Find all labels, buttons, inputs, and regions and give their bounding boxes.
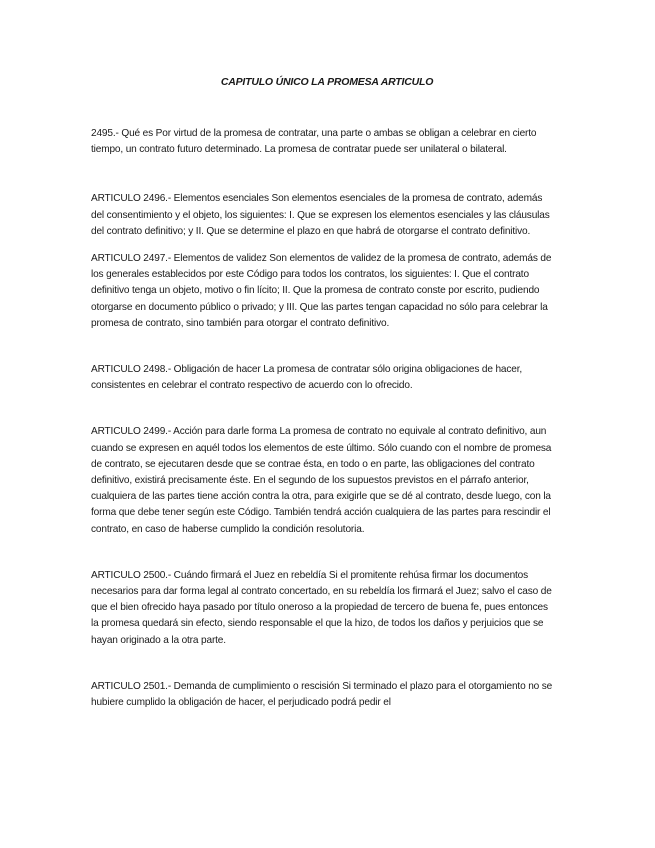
paragraph-article-2496: ARTICULO 2496.- Elementos esenciales Son elementos esenciales de la promesa de contrato, además del consentimiento y el objeto, los siguientes: I. Que se expresen los elementos esenciales y las cláusulas del contrato definitivo; y II. Que se determine el plazo en que habrá de otorgarse el contrato definitivo. bbox=[91, 193, 550, 237]
paragraph-article-2498: ARTICULO 2498.- Obligación de hacer La promesa de contratar sólo origina obligaciones de hacer, consistentes en celebrar el contrato respectivo de acuerdo con lo ofrecido. bbox=[91, 364, 523, 392]
paragraph-article-2499: ARTICULO 2499.- Acción para darle forma La promesa de contrato no equivale al contrato definitivo, aun cuando se expresen en aquél todos los elementos de este último. Sólo cuando con el nombre de promesa de contrato, se ejecutaren desde que se contrae ésta, en todo o en parte, las obligaciones del contrato definitivo, existirá precisamente éste. En el segundo de los supuestos previstos en el párrafo anterior, cualquiera de las partes tiene acción contra la otra, para exigirle que se dé al contrato, desde luego, con la forma que debe tener según este Código. También tendrá acción cualquiera de las partes para rescindir el contrato, en caso de haberse cumplido la condición resolutoria. bbox=[91, 426, 552, 535]
paragraph-article-2497: ARTICULO 2497.- Elementos de validez Son elementos de validez de la promesa de contrato, además de los generales establecidos por este Código para todos los contratos, los siguientes: I. Que el contrato definitivo tenga un objeto, motivo o fin lícito; II. Que la promesa de contrato conste por escrito, pudiendo otorgarse en documento público o privado; y III. Que las partes tengan capacidad no sólo para celebrar la promesa de contrato, sino también para otorgar el contrato definitivo. bbox=[91, 253, 552, 329]
document-title: CAPITULO ÚNICO LA PROMESA ARTICULO bbox=[220, 76, 434, 88]
paragraph-article-2501: ARTICULO 2501.- Demanda de cumplimiento o rescisión Si terminado el plazo para el otorgamiento no se hubiere cumplido la obligación de hacer, el perjudicado podrá pedir el bbox=[91, 680, 553, 709]
paragraph-article-2500: ARTICULO 2500.- Cuándo firmará el Juez en rebeldía Si el promitente rehúsa firmar los documentos necesarios para dar forma legal al contrato concertado, en su rebeldía los firmará el Juez; salvo el caso de que el bien ofrecido haya pasado por título oneroso a la propiedad de tercero de buena fe, pues entonces la promesa quedará sin efecto, siendo responsable el que la hizo, de todos los daños y perjuicios que se hayan originado a la otra parte. bbox=[91, 569, 552, 646]
paragraph-article-2495: 2495.- Qué es Por virtud de la promesa de contratar, una parte o ambas se obligan a celebrar en cierto tiempo, un contrato futuro determinado. La promesa de contratar puede ser unilateral o bilateral. bbox=[91, 128, 537, 156]
